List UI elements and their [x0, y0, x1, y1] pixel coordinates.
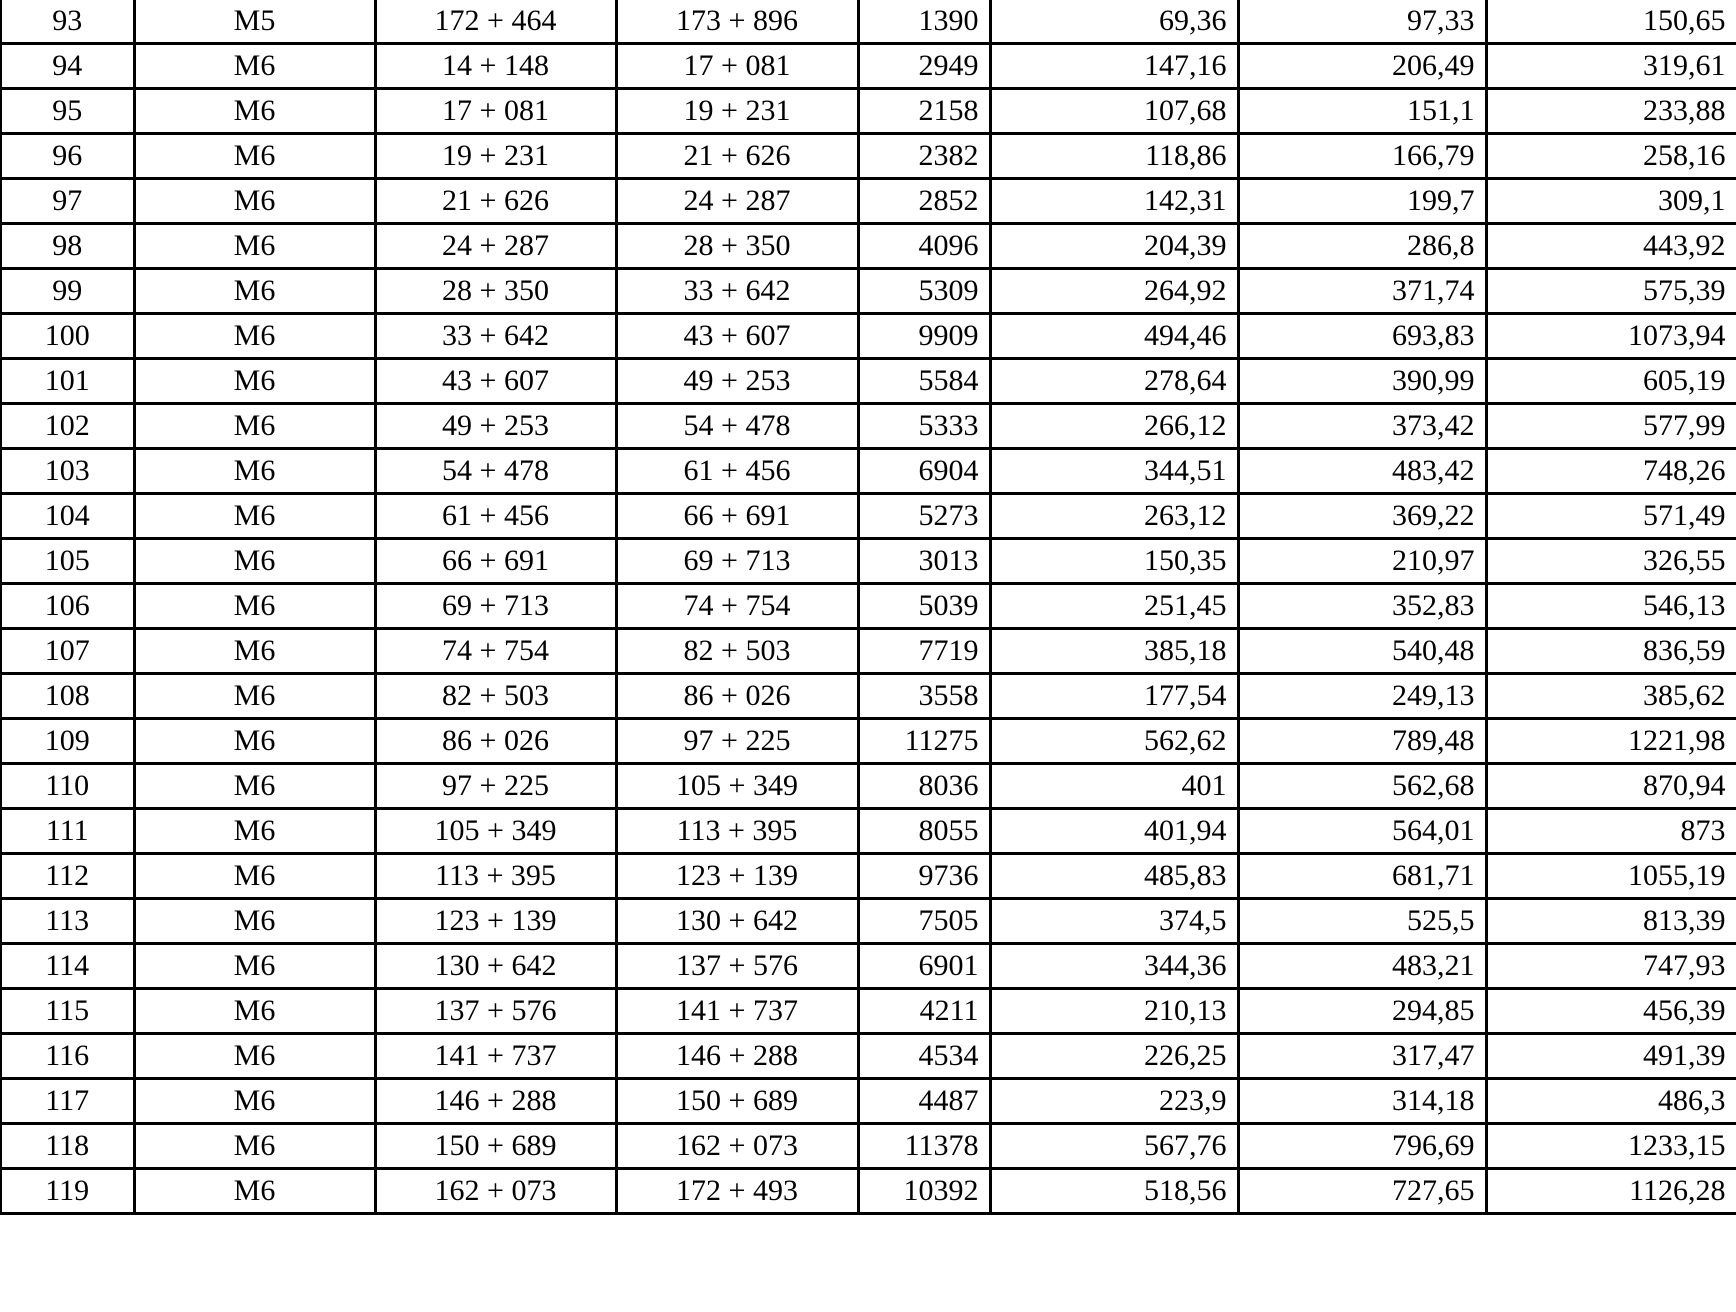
cell-start-chainage: 105 + 349 — [375, 809, 616, 854]
cell-value-b: 483,21 — [1238, 944, 1486, 989]
cell-start-chainage: 74 + 754 — [375, 629, 616, 674]
cell-row-number: 110 — [1, 764, 134, 809]
cell-row-number: 119 — [1, 1169, 134, 1214]
cell-value-a: 177,54 — [990, 674, 1238, 719]
cell-length: 3558 — [858, 674, 990, 719]
cell-length: 8055 — [858, 809, 990, 854]
cell-row-number: 107 — [1, 629, 134, 674]
cell-value-a: 142,31 — [990, 179, 1238, 224]
cell-value-c: 748,26 — [1486, 449, 1736, 494]
cell-start-chainage: 141 + 737 — [375, 1034, 616, 1079]
cell-value-b: 369,22 — [1238, 494, 1486, 539]
cell-start-chainage: 97 + 225 — [375, 764, 616, 809]
cell-length: 11275 — [858, 719, 990, 764]
cell-value-b: 352,83 — [1238, 584, 1486, 629]
cell-value-b: 286,8 — [1238, 224, 1486, 269]
cell-length: 9736 — [858, 854, 990, 899]
cell-end-chainage: 66 + 691 — [616, 494, 858, 539]
cell-value-c: 747,93 — [1486, 944, 1736, 989]
cell-value-b: 151,1 — [1238, 89, 1486, 134]
cell-end-chainage: 49 + 253 — [616, 359, 858, 404]
cell-value-a: 210,13 — [990, 989, 1238, 1034]
cell-row-number: 111 — [1, 809, 134, 854]
cell-length: 5273 — [858, 494, 990, 539]
cell-value-a: 69,36 — [990, 0, 1238, 44]
cell-value-c: 1126,28 — [1486, 1169, 1736, 1214]
cell-row-number: 100 — [1, 314, 134, 359]
table-row — [1, 809, 1736, 854]
table-row — [1, 539, 1736, 584]
table-row — [1, 1169, 1736, 1214]
cell-end-chainage: 146 + 288 — [616, 1034, 858, 1079]
cell-value-a: 263,12 — [990, 494, 1238, 539]
cell-value-c: 1233,15 — [1486, 1124, 1736, 1169]
cell-value-a: 278,64 — [990, 359, 1238, 404]
cell-road-code: M6 — [134, 449, 375, 494]
cell-road-code: M6 — [134, 809, 375, 854]
cell-start-chainage: 54 + 478 — [375, 449, 616, 494]
cell-end-chainage: 43 + 607 — [616, 314, 858, 359]
cell-value-a: 107,68 — [990, 89, 1238, 134]
cell-road-code: M6 — [134, 584, 375, 629]
cell-length: 5584 — [858, 359, 990, 404]
table-row — [1, 854, 1736, 899]
cell-value-c: 575,39 — [1486, 269, 1736, 314]
table-row — [1, 944, 1736, 989]
table-row — [1, 629, 1736, 674]
cell-length: 5309 — [858, 269, 990, 314]
cell-end-chainage: 82 + 503 — [616, 629, 858, 674]
cell-road-code: M6 — [134, 224, 375, 269]
cell-value-a: 344,36 — [990, 944, 1238, 989]
cell-value-a: 385,18 — [990, 629, 1238, 674]
cell-value-c: 319,61 — [1486, 44, 1736, 89]
cell-value-b: 540,48 — [1238, 629, 1486, 674]
cell-value-b: 483,42 — [1238, 449, 1486, 494]
cell-value-a: 344,51 — [990, 449, 1238, 494]
cell-row-number: 116 — [1, 1034, 134, 1079]
cell-value-c: 326,55 — [1486, 539, 1736, 584]
cell-value-c: 577,99 — [1486, 404, 1736, 449]
cell-value-c: 546,13 — [1486, 584, 1736, 629]
cell-value-b: 166,79 — [1238, 134, 1486, 179]
cell-start-chainage: 172 + 464 — [375, 0, 616, 44]
cell-start-chainage: 69 + 713 — [375, 584, 616, 629]
cell-row-number: 109 — [1, 719, 134, 764]
cell-value-c: 836,59 — [1486, 629, 1736, 674]
cell-road-code: M6 — [134, 179, 375, 224]
cell-road-code: M6 — [134, 1169, 375, 1214]
cell-value-a: 264,92 — [990, 269, 1238, 314]
cell-end-chainage: 69 + 713 — [616, 539, 858, 584]
table-row — [1, 899, 1736, 944]
cell-value-a: 226,25 — [990, 1034, 1238, 1079]
cell-start-chainage: 61 + 456 — [375, 494, 616, 539]
cell-start-chainage: 123 + 139 — [375, 899, 616, 944]
cell-value-b: 562,68 — [1238, 764, 1486, 809]
cell-value-c: 1221,98 — [1486, 719, 1736, 764]
cell-end-chainage: 130 + 642 — [616, 899, 858, 944]
cell-value-a: 147,16 — [990, 44, 1238, 89]
cell-row-number: 99 — [1, 269, 134, 314]
cell-row-number: 103 — [1, 449, 134, 494]
cell-start-chainage: 14 + 148 — [375, 44, 616, 89]
cell-start-chainage: 130 + 642 — [375, 944, 616, 989]
cell-value-a: 204,39 — [990, 224, 1238, 269]
table-row — [1, 674, 1736, 719]
cell-length: 7719 — [858, 629, 990, 674]
cell-row-number: 108 — [1, 674, 134, 719]
cell-end-chainage: 97 + 225 — [616, 719, 858, 764]
cell-row-number: 106 — [1, 584, 134, 629]
table-body — [1, 0, 1736, 1214]
cell-length: 5039 — [858, 584, 990, 629]
cell-length: 2852 — [858, 179, 990, 224]
cell-start-chainage: 17 + 081 — [375, 89, 616, 134]
cell-road-code: M6 — [134, 89, 375, 134]
cell-end-chainage: 113 + 395 — [616, 809, 858, 854]
cell-value-a: 266,12 — [990, 404, 1238, 449]
cell-value-c: 605,19 — [1486, 359, 1736, 404]
cell-start-chainage: 150 + 689 — [375, 1124, 616, 1169]
cell-value-a: 374,5 — [990, 899, 1238, 944]
cell-value-b: 314,18 — [1238, 1079, 1486, 1124]
cell-road-code: M6 — [134, 359, 375, 404]
table-row — [1, 764, 1736, 809]
cell-value-a: 150,35 — [990, 539, 1238, 584]
cell-start-chainage: 86 + 026 — [375, 719, 616, 764]
cell-row-number: 102 — [1, 404, 134, 449]
table-row — [1, 719, 1736, 764]
cell-road-code: M6 — [134, 539, 375, 584]
cell-start-chainage: 162 + 073 — [375, 1169, 616, 1214]
cell-value-b: 317,47 — [1238, 1034, 1486, 1079]
cell-road-code: M6 — [134, 854, 375, 899]
cell-value-c: 1073,94 — [1486, 314, 1736, 359]
table-row — [1, 179, 1736, 224]
table-row — [1, 134, 1736, 179]
cell-length: 4534 — [858, 1034, 990, 1079]
cell-road-code: M6 — [134, 314, 375, 359]
cell-value-c: 486,3 — [1486, 1079, 1736, 1124]
cell-row-number: 118 — [1, 1124, 134, 1169]
cell-start-chainage: 66 + 691 — [375, 539, 616, 584]
cell-start-chainage: 33 + 642 — [375, 314, 616, 359]
cell-road-code: M6 — [134, 989, 375, 1034]
cell-end-chainage: 24 + 287 — [616, 179, 858, 224]
cell-road-code: M6 — [134, 269, 375, 314]
cell-value-a: 401,94 — [990, 809, 1238, 854]
cell-value-a: 567,76 — [990, 1124, 1238, 1169]
cell-row-number: 114 — [1, 944, 134, 989]
cell-length: 7505 — [858, 899, 990, 944]
cell-road-code: M6 — [134, 764, 375, 809]
cell-row-number: 101 — [1, 359, 134, 404]
cell-row-number: 93 — [1, 0, 134, 44]
cell-road-code: M6 — [134, 494, 375, 539]
cell-row-number: 94 — [1, 44, 134, 89]
cell-length: 6901 — [858, 944, 990, 989]
cell-value-b: 525,5 — [1238, 899, 1486, 944]
cell-end-chainage: 172 + 493 — [616, 1169, 858, 1214]
cell-length: 9909 — [858, 314, 990, 359]
cell-value-a: 485,83 — [990, 854, 1238, 899]
cell-value-c: 443,92 — [1486, 224, 1736, 269]
table-row — [1, 449, 1736, 494]
cell-value-b: 249,13 — [1238, 674, 1486, 719]
cell-value-c: 571,49 — [1486, 494, 1736, 539]
cell-end-chainage: 86 + 026 — [616, 674, 858, 719]
table-row — [1, 584, 1736, 629]
cell-value-c: 385,62 — [1486, 674, 1736, 719]
cell-start-chainage: 137 + 576 — [375, 989, 616, 1034]
cell-value-b: 390,99 — [1238, 359, 1486, 404]
cell-end-chainage: 123 + 139 — [616, 854, 858, 899]
cell-length: 4096 — [858, 224, 990, 269]
cell-end-chainage: 33 + 642 — [616, 269, 858, 314]
cell-value-b: 206,49 — [1238, 44, 1486, 89]
cell-road-code: M6 — [134, 674, 375, 719]
cell-value-a: 401 — [990, 764, 1238, 809]
cell-value-c: 870,94 — [1486, 764, 1736, 809]
table-row — [1, 44, 1736, 89]
cell-value-c: 873 — [1486, 809, 1736, 854]
table-row — [1, 1124, 1736, 1169]
cell-end-chainage: 162 + 073 — [616, 1124, 858, 1169]
cell-start-chainage: 43 + 607 — [375, 359, 616, 404]
cell-end-chainage: 17 + 081 — [616, 44, 858, 89]
cell-end-chainage: 19 + 231 — [616, 89, 858, 134]
cell-end-chainage: 141 + 737 — [616, 989, 858, 1034]
cell-length: 2949 — [858, 44, 990, 89]
cell-row-number: 98 — [1, 224, 134, 269]
table-row — [1, 89, 1736, 134]
cell-end-chainage: 137 + 576 — [616, 944, 858, 989]
cell-row-number: 104 — [1, 494, 134, 539]
table-row — [1, 1034, 1736, 1079]
cell-value-b: 294,85 — [1238, 989, 1486, 1034]
cell-road-code: M6 — [134, 1034, 375, 1079]
cell-length: 1390 — [858, 0, 990, 44]
cell-value-c: 456,39 — [1486, 989, 1736, 1034]
cell-value-a: 518,56 — [990, 1169, 1238, 1214]
cell-row-number: 115 — [1, 989, 134, 1034]
cell-end-chainage: 28 + 350 — [616, 224, 858, 269]
cell-length: 11378 — [858, 1124, 990, 1169]
cell-road-code: M6 — [134, 719, 375, 764]
cell-value-c: 150,65 — [1486, 0, 1736, 44]
cell-value-b: 681,71 — [1238, 854, 1486, 899]
cell-row-number: 117 — [1, 1079, 134, 1124]
cell-value-a: 223,9 — [990, 1079, 1238, 1124]
table-row — [1, 224, 1736, 269]
cell-value-c: 309,1 — [1486, 179, 1736, 224]
cell-start-chainage: 21 + 626 — [375, 179, 616, 224]
cell-length: 4487 — [858, 1079, 990, 1124]
cell-value-b: 371,74 — [1238, 269, 1486, 314]
cell-row-number: 112 — [1, 854, 134, 899]
cell-row-number: 105 — [1, 539, 134, 584]
cell-value-b: 199,7 — [1238, 179, 1486, 224]
cell-length: 4211 — [858, 989, 990, 1034]
cell-row-number: 97 — [1, 179, 134, 224]
cell-row-number: 96 — [1, 134, 134, 179]
cell-row-number: 95 — [1, 89, 134, 134]
cell-end-chainage: 150 + 689 — [616, 1079, 858, 1124]
cell-road-code: M6 — [134, 44, 375, 89]
table-row — [1, 314, 1736, 359]
cell-value-a: 118,86 — [990, 134, 1238, 179]
cell-length: 6904 — [858, 449, 990, 494]
cell-value-b: 727,65 — [1238, 1169, 1486, 1214]
cell-road-code: M5 — [134, 0, 375, 44]
cell-length: 10392 — [858, 1169, 990, 1214]
cell-value-b: 564,01 — [1238, 809, 1486, 854]
cell-value-a: 562,62 — [990, 719, 1238, 764]
cell-start-chainage: 49 + 253 — [375, 404, 616, 449]
cell-value-a: 494,46 — [990, 314, 1238, 359]
cell-road-code: M6 — [134, 944, 375, 989]
cell-length: 2158 — [858, 89, 990, 134]
table-row — [1, 404, 1736, 449]
cell-road-code: M6 — [134, 899, 375, 944]
cell-road-code: M6 — [134, 1079, 375, 1124]
cell-end-chainage: 21 + 626 — [616, 134, 858, 179]
table-row — [1, 494, 1736, 539]
cell-start-chainage: 82 + 503 — [375, 674, 616, 719]
cell-length: 3013 — [858, 539, 990, 584]
cell-length: 2382 — [858, 134, 990, 179]
cell-value-c: 491,39 — [1486, 1034, 1736, 1079]
cell-road-code: M6 — [134, 629, 375, 674]
cell-start-chainage: 28 + 350 — [375, 269, 616, 314]
cell-value-b: 796,69 — [1238, 1124, 1486, 1169]
cell-value-b: 97,33 — [1238, 0, 1486, 44]
cell-value-b: 210,97 — [1238, 539, 1486, 584]
cell-road-code: M6 — [134, 134, 375, 179]
cell-start-chainage: 24 + 287 — [375, 224, 616, 269]
cell-value-c: 1055,19 — [1486, 854, 1736, 899]
table-row — [1, 0, 1736, 44]
cell-value-c: 233,88 — [1486, 89, 1736, 134]
table-row — [1, 359, 1736, 404]
cell-value-a: 251,45 — [990, 584, 1238, 629]
cell-end-chainage: 74 + 754 — [616, 584, 858, 629]
cell-end-chainage: 173 + 896 — [616, 0, 858, 44]
cell-end-chainage: 54 + 478 — [616, 404, 858, 449]
cell-value-c: 813,39 — [1486, 899, 1736, 944]
cell-start-chainage: 19 + 231 — [375, 134, 616, 179]
cell-start-chainage: 113 + 395 — [375, 854, 616, 899]
cell-end-chainage: 61 + 456 — [616, 449, 858, 494]
cell-row-number: 113 — [1, 899, 134, 944]
cell-length: 8036 — [858, 764, 990, 809]
cell-start-chainage: 146 + 288 — [375, 1079, 616, 1124]
cell-road-code: M6 — [134, 1124, 375, 1169]
table-row — [1, 269, 1736, 314]
table-row — [1, 989, 1736, 1034]
table-row — [1, 1079, 1736, 1124]
cell-value-b: 789,48 — [1238, 719, 1486, 764]
cell-value-b: 693,83 — [1238, 314, 1486, 359]
cell-value-c: 258,16 — [1486, 134, 1736, 179]
cell-length: 5333 — [858, 404, 990, 449]
cell-road-code: M6 — [134, 404, 375, 449]
cell-value-b: 373,42 — [1238, 404, 1486, 449]
cell-end-chainage: 105 + 349 — [616, 764, 858, 809]
